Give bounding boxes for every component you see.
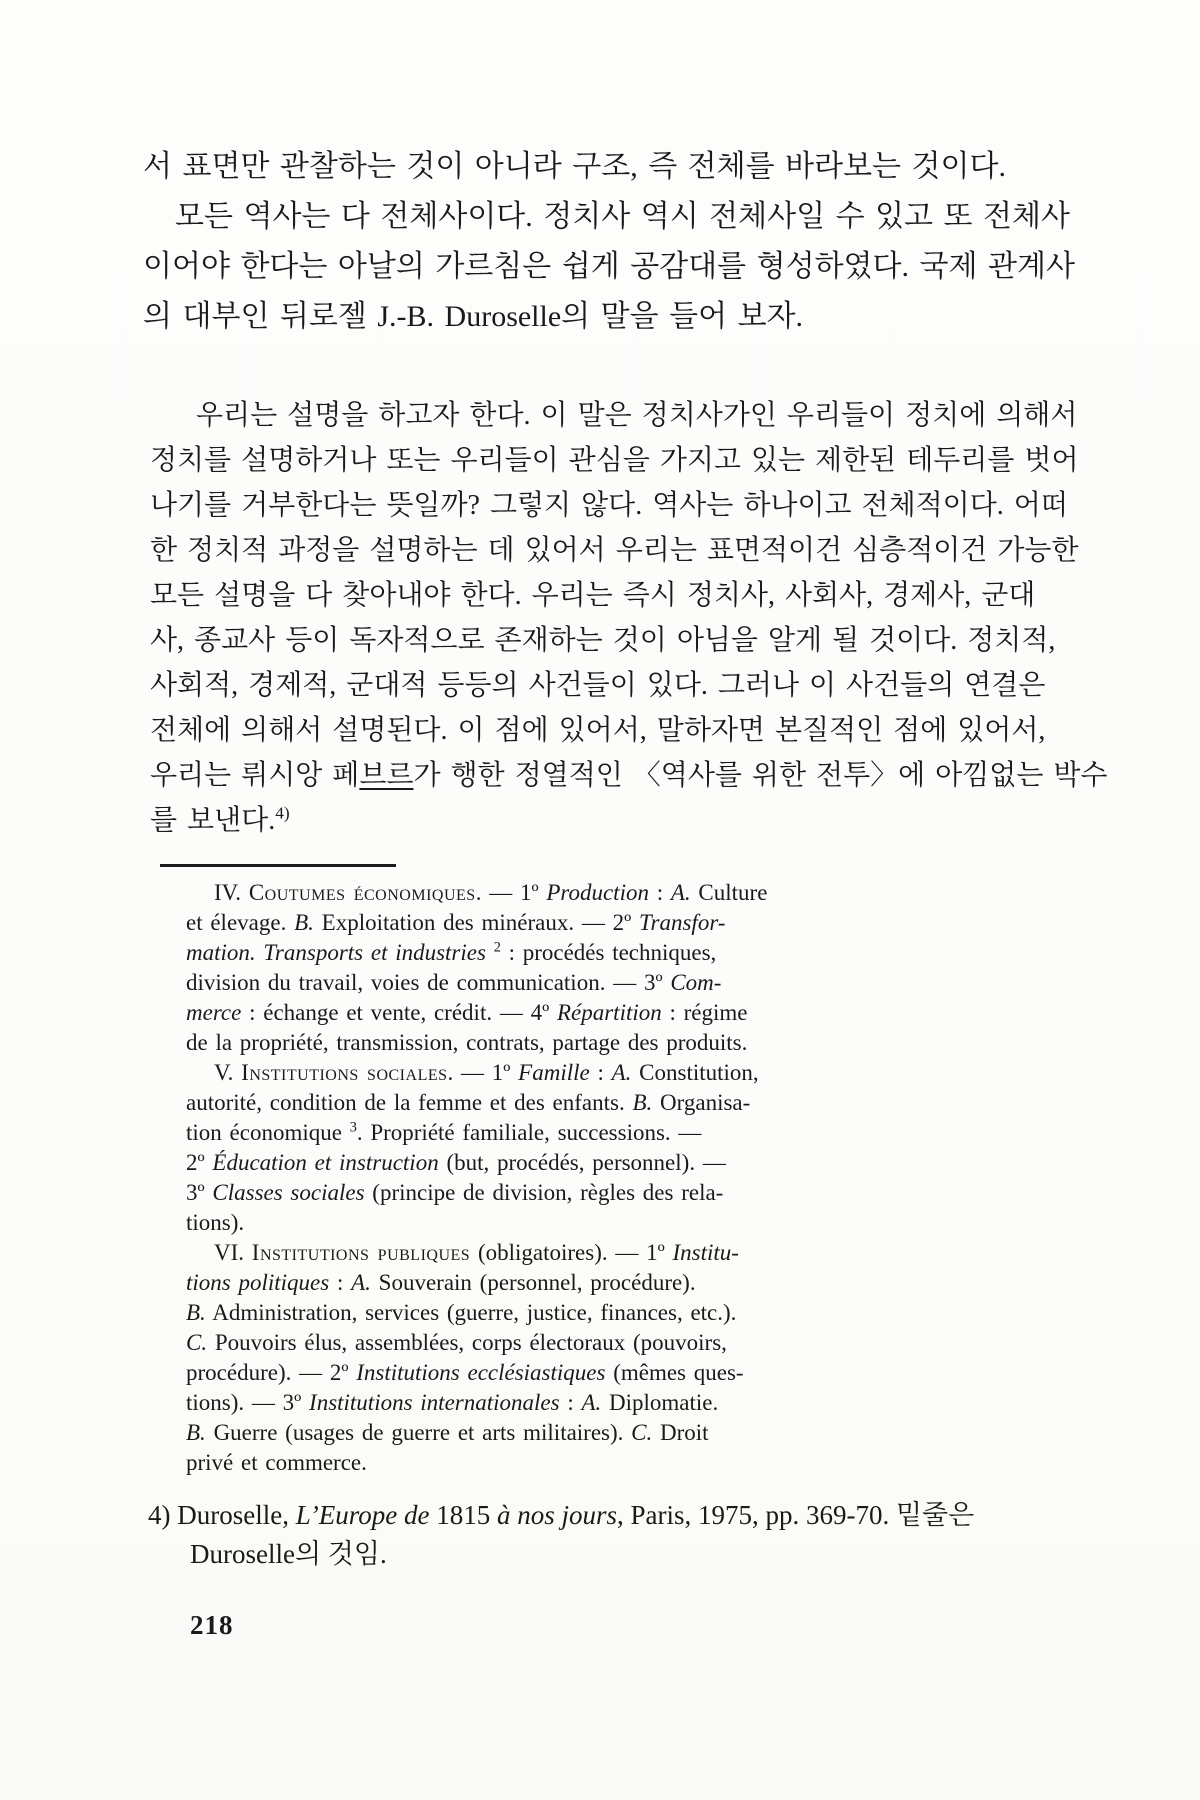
outline-line: merce : échange et vente, crédit. — 4º Répartition : régime: [186, 1000, 748, 1025]
paragraph-line: 의 대부인 뒤로젤 J.-B. Duroselle의 말을 들어 보자.: [143, 300, 804, 333]
outline-line: IV. Coutumes économiques. — 1º Production : A. Culture: [214, 880, 768, 905]
outline-line: mation. Transports et industries $^2$ : procédés techniques,: [186, 939, 717, 965]
quote-line: 우리는 설명을 하고자 한다. 이 말은 정치사가인 우리들이 정치에 의해서: [196, 400, 1078, 431]
outline-line: autorité, condition de la femme et des enfants. B. Organisa-: [186, 1090, 751, 1115]
outline-line: et élevage. B. Exploitation des minéraux. — 2º Transfor-: [186, 910, 726, 935]
outline-line: procédure). — 2º Institutions ecclésiastiques (mêmes ques-: [186, 1360, 744, 1385]
outline-line: C. Pouvoirs élus, assemblées, corps électoraux (pouvoirs,: [186, 1330, 727, 1355]
footnote: [148, 1496, 974, 1574]
outline-line: de la propriété, transmission, contrats, partage des produits.: [186, 1030, 748, 1055]
outline-line: 3º Classes sociales (principe de division, règles des rela-: [186, 1180, 724, 1205]
quote-line: 전체에 의해서 설명된다. 이 점에 있어서, 말하자면 본질적인 점에 있어서,: [150, 715, 1046, 746]
quote-line: 우리는 뤼시앙 페브르가 행한 정열적인 〈역사를 위한 전투〉에 아낌없는 박수: [150, 760, 1108, 791]
quote-line: 나기를 거부한다는 뜻일까? 그렇지 않다. 역사는 하나이고 전체적이다. 어떠: [150, 490, 1068, 521]
outline-line: division du travail, voies de communication. — 3º Com-: [186, 970, 722, 995]
outline-line: privé et commerce.: [186, 1450, 367, 1475]
outline-line: V. Institutions sociales. — 1º Famille : A. Constitution,: [214, 1060, 759, 1085]
outline-line: 2º Éducation et instruction (but, procédés, personnel). —: [186, 1150, 726, 1175]
quote-line: 를 보낸다.$^{4)}$: [150, 803, 290, 836]
outline-line: tions).: [186, 1210, 245, 1235]
french-outline-block: [186, 878, 767, 1478]
outline-line: B. Guerre (usages de guerre et arts militaires). C. Droit: [186, 1420, 709, 1445]
outline-line: tions). — 3º Institutions internationales : A. Diplomatie.: [186, 1390, 719, 1415]
block-quote: [150, 393, 1107, 843]
outline-line: VI. Institutions publiques (obligatoires). — 1º Institu-: [214, 1240, 739, 1265]
outline-line: tion économique $^3$. Propriété familiale, successions. —: [186, 1119, 702, 1145]
outline-line: B. Administration, services (guerre, justice, finances, etc.).: [186, 1300, 737, 1325]
opening-paragraph: [143, 142, 1075, 342]
paragraph-line: 서 표면만 관찰하는 것이 아니라 구조, 즉 전체를 바라보는 것이다.: [143, 150, 1006, 183]
page-number: 218: [190, 1610, 234, 1640]
quote-line: 모든 설명을 다 찾아내야 한다. 우리는 즉시 정치사, 사회사, 경제사, 군대: [150, 580, 1036, 611]
quote-line: 사, 종교사 등이 독자적으로 존재하는 것이 아님을 알게 될 것이다. 정치적,: [150, 625, 1056, 656]
paragraph-line: 이어야 한다는 아날의 가르침은 쉽게 공감대를 형성하였다. 국제 관계사: [143, 250, 1075, 283]
paragraph-line: 모든 역사는 다 전체사이다. 정치사 역시 전체사일 수 있고 또 전체사: [175, 200, 1070, 233]
footnote-line: Duroselle의 것임.: [190, 1539, 387, 1569]
footnote-line: 4) Duroselle, L’Europe de 1815 à nos jours, Paris, 1975, pp. 369-70. 밑줄은: [148, 1500, 975, 1530]
quote-line: 한 정치적 과정을 설명하는 데 있어서 우리는 표면적이건 심층적이건 가능한: [150, 535, 1079, 566]
quote-line: 사회적, 경제적, 군대적 등등의 사건들이 있다. 그러나 이 사건들의 연결은: [150, 670, 1046, 701]
outline-line: tions politiques : A. Souverain (personnel, procédure).: [186, 1270, 696, 1295]
quote-line: 정치를 설명하거나 또는 우리들이 관심을 가지고 있는 제한된 테두리를 벗어: [150, 445, 1079, 476]
footnote-separator: [160, 864, 396, 867]
